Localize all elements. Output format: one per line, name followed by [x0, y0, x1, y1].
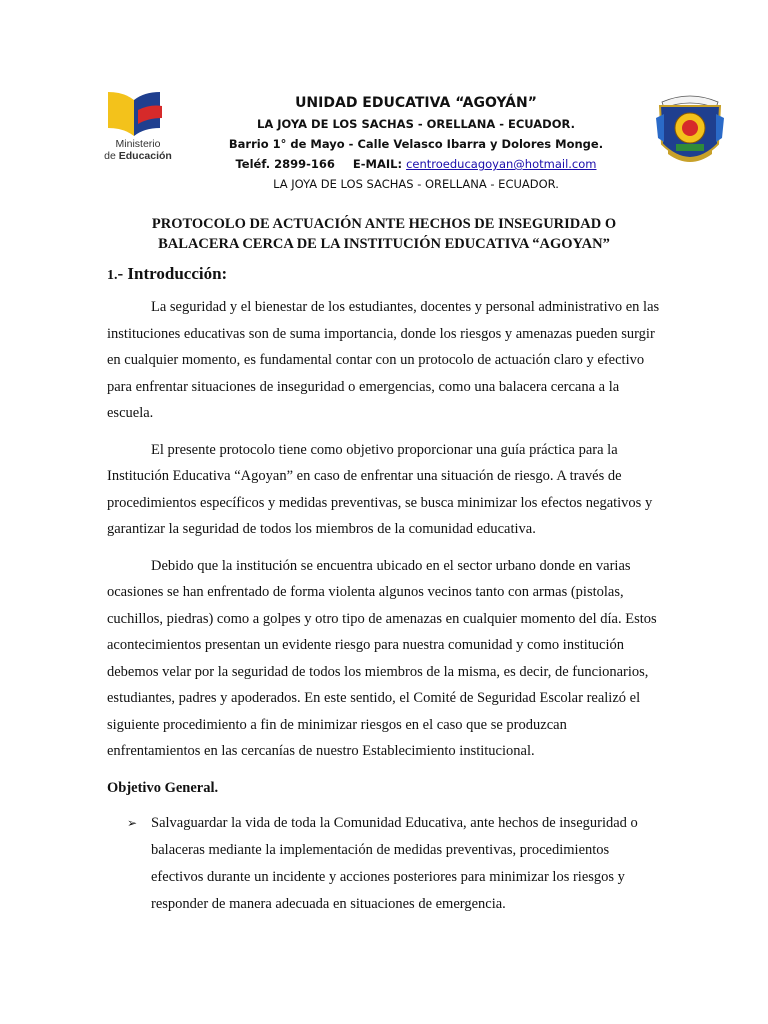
ministerio-line1: Ministerio	[115, 138, 161, 150]
location-bold: LA JOYA DE LOS SACHAS - ORELLANA - ECUADOR.	[257, 117, 575, 131]
ministerio-line2-bold: Educación	[118, 150, 172, 162]
school-name: UNIDAD EDUCATIVA “AGOYÁN”	[295, 95, 537, 111]
section-heading-introduccion	[107, 262, 661, 288]
school-crest-icon	[654, 88, 726, 172]
email-label: E-MAIL:	[352, 157, 403, 171]
address-line: Barrio 1° de Mayo - Calle Velasco Ibarra y Dolores Monge.	[228, 137, 604, 151]
section-title: - Introducción:	[117, 264, 228, 283]
letterhead	[180, 92, 652, 194]
objective-heading: Objetivo General.	[107, 779, 219, 796]
paragraph: La seguridad y el bienestar de los estudiantes, docentes y personal administrativo en las instituciones educativas son de suma importancia, donde los riesgos y amenazas pueden surgir en cualquier momento, es fundamental contar con un protocolo de actuación claro y efectivo para enfrentar situaciones de inseguridad o emergencias, como una balacera cercana a la escuela.	[107, 299, 660, 421]
section-number: 1.	[107, 268, 118, 283]
email-link[interactable]: centroeducagoyan@hotmail.com	[406, 157, 597, 171]
contact-line	[180, 154, 652, 174]
ministerio-label	[98, 138, 178, 162]
bullet-text: Salvaguardar la vida de toda la Comunidad Educativa, ante hechos de inseguridad o balaceras mediante la implementación de medidas preventivas, procedimientos efectivos durante un incidente y acciones posteriores para minimizar los riesgos y responder de manera adecuada en situaciones de emergencia.	[151, 814, 638, 912]
location-normal: LA JOYA DE LOS SACHAS - ORELLANA - ECUADOR.	[273, 177, 559, 191]
arrow-bullet-icon: ➢	[127, 815, 138, 830]
objective-bullet	[107, 810, 661, 918]
paragraph: El presente protocolo tiene como objetivo proporcionar una guía práctica para la Institución Educativa “Agoyan” en caso de enfrentar una situación de riesgo. A través de procedimientos específicos y medidas preventivas, se busca minimizar los efectos negativos y garantizar la seguridad de todos los miembros de la comunidad educativa.	[107, 441, 653, 537]
document-body	[107, 214, 661, 918]
paragraph: Debido que la institución se encuentra ubicado en el sector urbano donde en varias ocasiones se han enfrentado de forma violenta algunos vecinos tanto con armas (pistolas, cuchillos, piedras) como a golpes y otro tipo de amenazas en cualquier momento del día. Estos acontecimientos presentan un evidente riesgo para nuestra comunidad y como institución debemos velar por la seguridad de todos los miembros de la misma, es decir, de funcionarios, estudiantes, padres y apoderados. En este sentido, el Comité de Seguridad Escolar realizó el siguiente procedimiento a fin de minimizar riesgos en el caso que se produzcan enfrentamientos en las cercanías de nuestro Establecimiento institucional.	[107, 557, 657, 759]
doc-title-line2: BALACERA CERCA DE LA INSTITUCIÓN EDUCATIVA “AGOYAN”	[158, 236, 610, 252]
phone-number: Teléf. 2899-166	[235, 157, 335, 171]
ministerio-line2-prefix: de	[104, 150, 119, 162]
doc-title-line1: PROTOCOLO DE ACTUACIÓN ANTE HECHOS DE INSEGURIDAD O	[151, 216, 617, 232]
